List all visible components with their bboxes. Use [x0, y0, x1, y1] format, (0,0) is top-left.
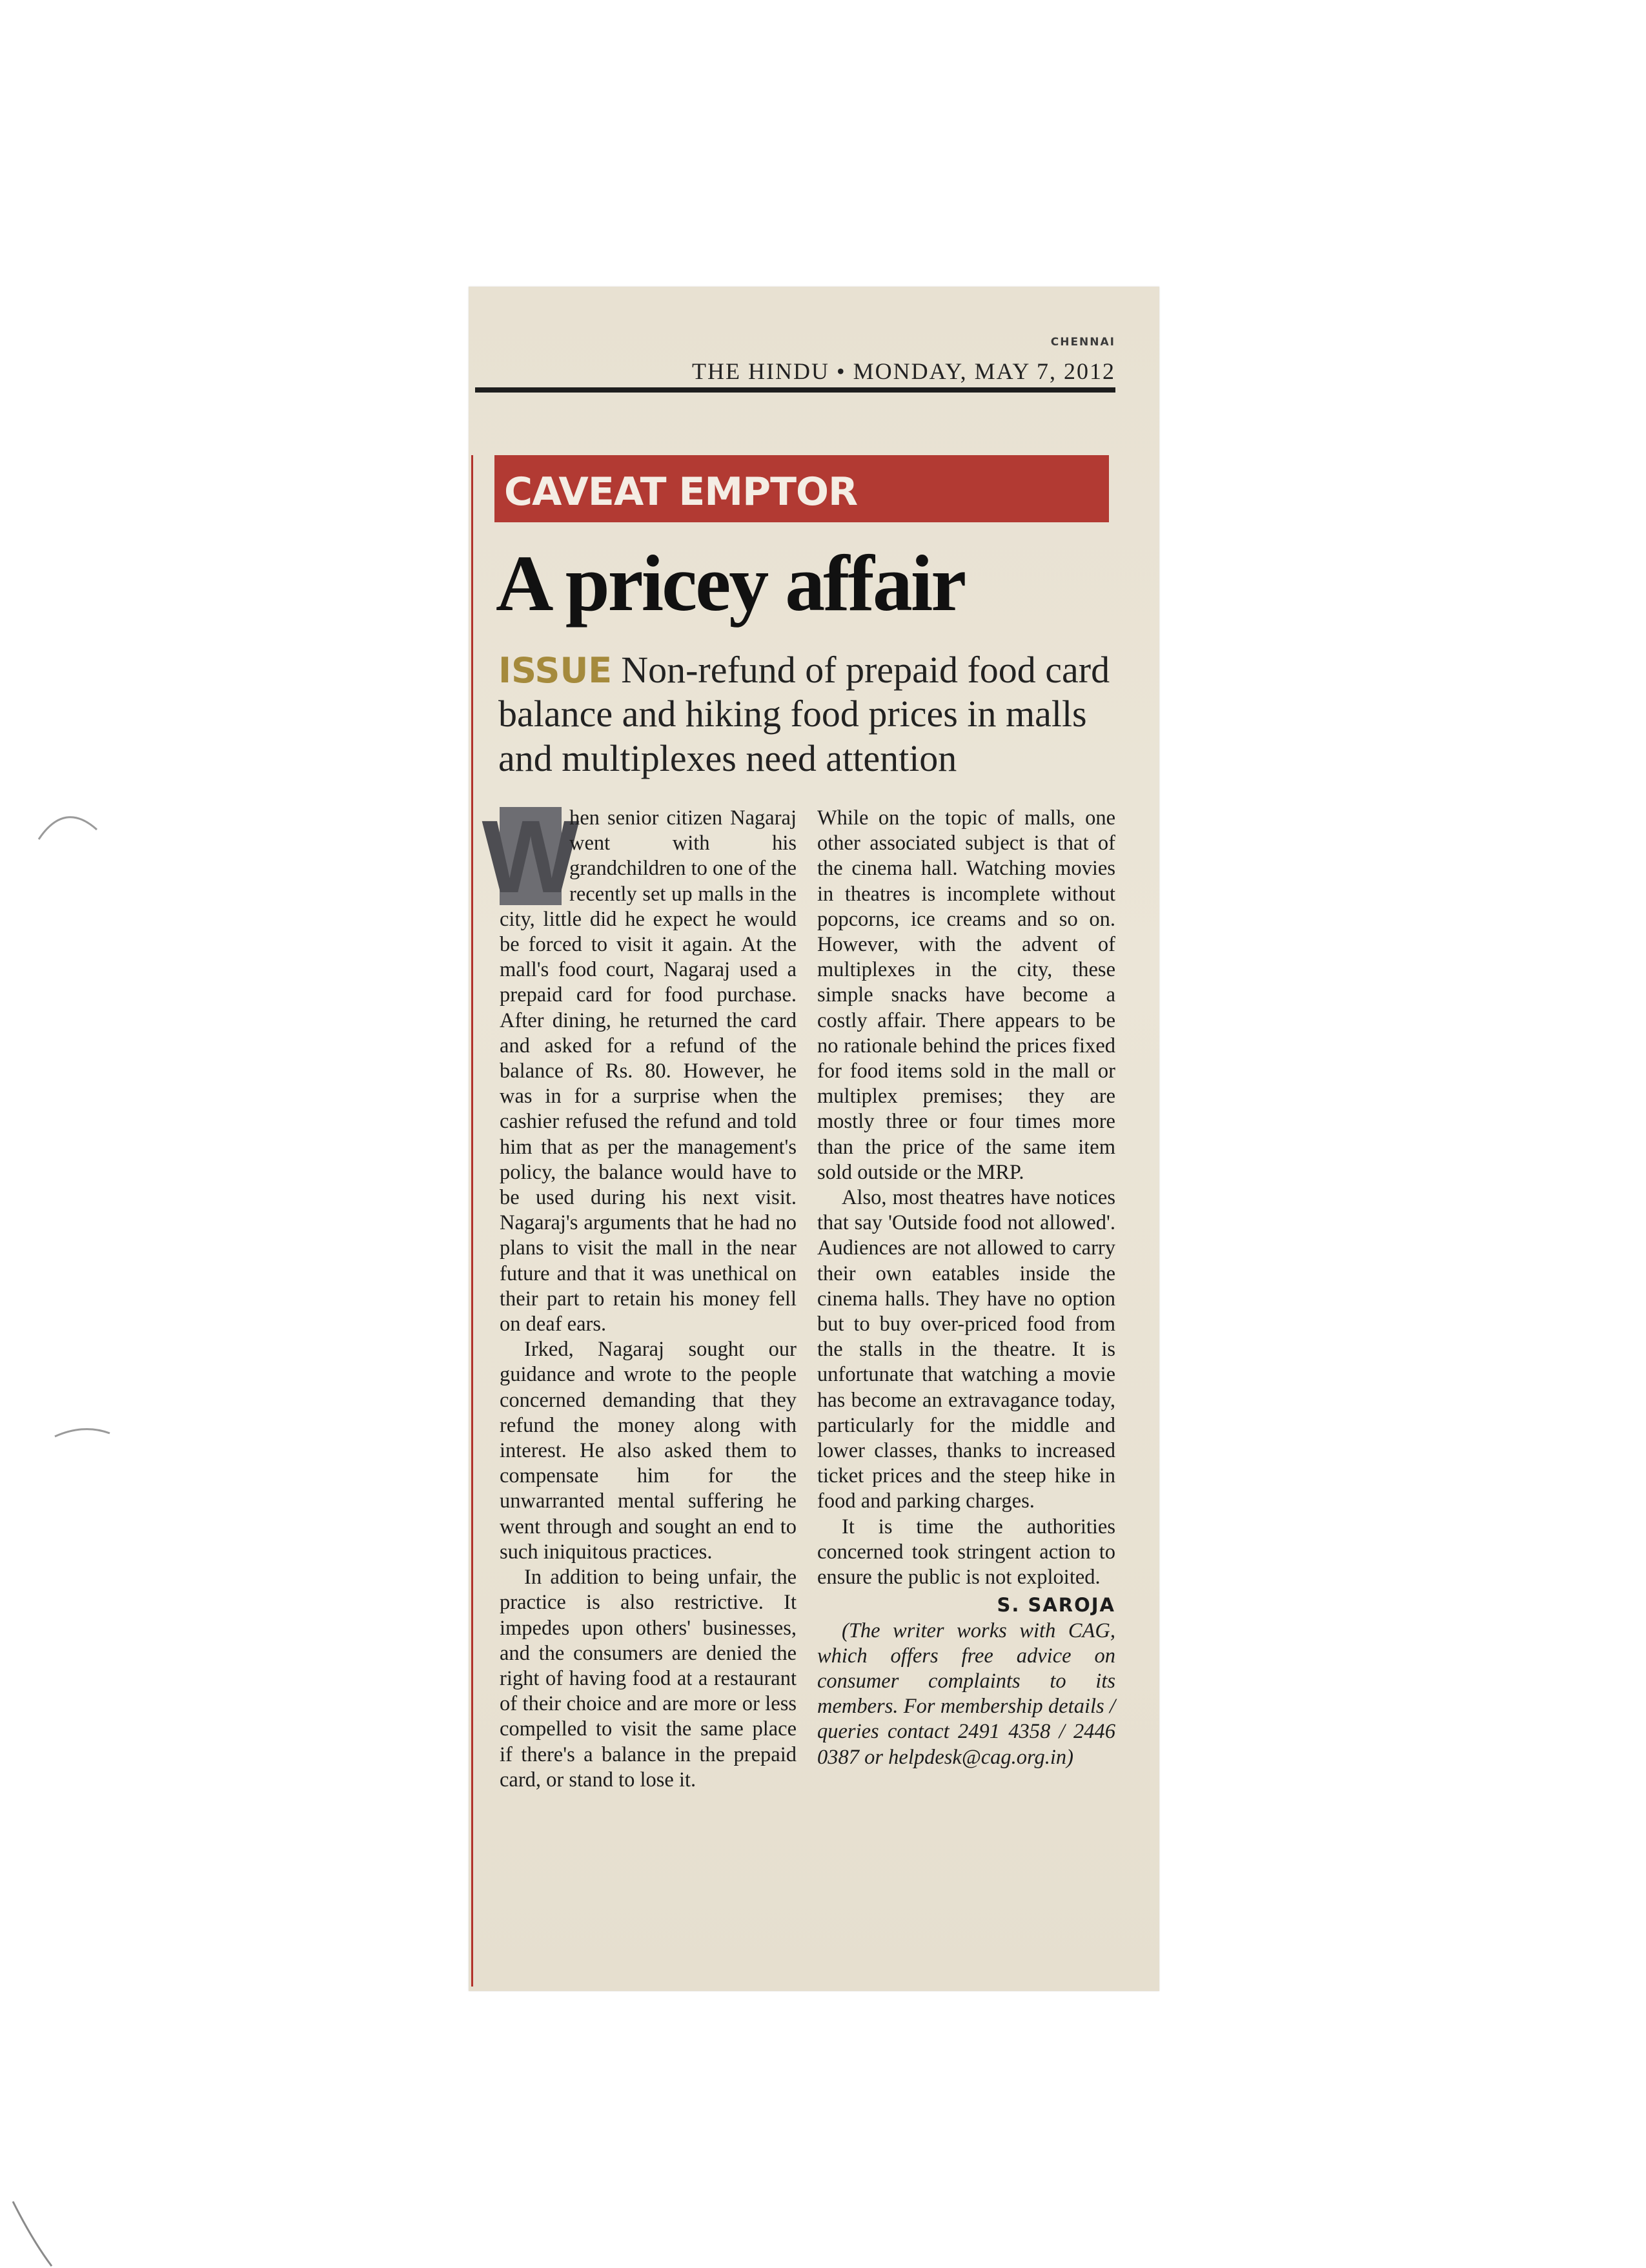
issue-tag: ISSUE	[498, 650, 613, 691]
drop-cap-glyph	[482, 799, 580, 914]
writer-note: (The writer works with CAG, which offers free advice on consumer complaints to its members. For membership details / queries contact 2491 4358 / 2446 0387 or helpdesk@cag.org.in)	[817, 1619, 1115, 1769]
column-accent-rule	[471, 455, 473, 1987]
issue-text: Non-refund of prepaid food card balance and hiking food prices in malls and multiplexes need attention	[498, 649, 1110, 779]
article-paragraph: While on the topic of malls, one other associated subject is that of the cinema hall. Watching movies in theatres is incomplete without popcorns, ice creams and so on. However, with the advent of multiplexes in the city, these simple snacks have become a costly affair. There appears to be no rationale behind the prices fixed for food items sold in the mall or multiplex premises; they are mostly three or four times more than the price of the same item sold outside or the MRP.	[817, 806, 1115, 1184]
drop-cap	[482, 799, 580, 914]
scan-mark	[45, 1414, 123, 1459]
article-column-2	[817, 806, 1115, 1770]
scan-mark	[26, 801, 116, 859]
article-paragraph: Irked, Nagaraj sought our guidance and wrote to the people concerned demanding that they refund the money along with interest. He also asked them to compensate him for the unwarranted mental suffering he went through and sought an end to such iniquitous practices.	[500, 1338, 797, 1564]
column-label: CAVEAT EMPTOR	[504, 469, 858, 515]
article-paragraph	[482, 799, 797, 1337]
header-rule	[475, 387, 1115, 393]
scan-mark	[0, 2189, 77, 2268]
issue-summary	[498, 648, 1118, 781]
svg-text:W: W	[482, 799, 580, 914]
paragraph-text: hen senior citizen Nagaraj went with his grandchildren to one of the recently set up malls in the city, little did he expect he would be forced to visit it again. At the mall's food court, Nagaraj used a prepaid card for food purchase. After dining, he returned the card and asked for a refund of the balance of Rs. 80. However, he was in for a surprise when the cashier refused the refund and told him that as per the management's policy, the balance would have to be used during his next visit. Nagaraj's arguments that he had no plans to visit the mall in the near future and that it was unethical on their part to retain his money fell on deaf ears.	[500, 806, 797, 1336]
headline: A pricey affair	[496, 539, 965, 628]
column-banner	[494, 455, 1109, 522]
byline: S. SAROJA	[997, 1594, 1115, 1617]
dateline: THE HINDU • MONDAY, MAY 7, 2012	[692, 358, 1115, 384]
article-column-1	[482, 799, 797, 1793]
article-paragraph: It is time the authorities concerned took stringent action to ensure the public is not exploited.	[817, 1515, 1115, 1589]
edition-city: CHENNAI	[1050, 336, 1115, 349]
article-paragraph: Also, most theatres have notices that say 'Outside food not allowed'. Audiences are not allowed to carry their own eatables inside the cinema halls. They have no option but to buy over-priced food from the stalls in the theatre. It is unfortunate that watching a movie has become an extravagance today, particularly for the middle and lower classes, thanks to increased ticket prices and the steep hike in food and parking charges.	[817, 1186, 1115, 1513]
article-paragraph: In addition to being unfair, the practice is also restrictive. It impedes upon others' businesses, and the consumers are denied the right of having food at a restaurant of their choice and are more or less compelled to visit the same place if there's a balance in the prepaid card, or stand to lose it.	[500, 1566, 797, 1792]
